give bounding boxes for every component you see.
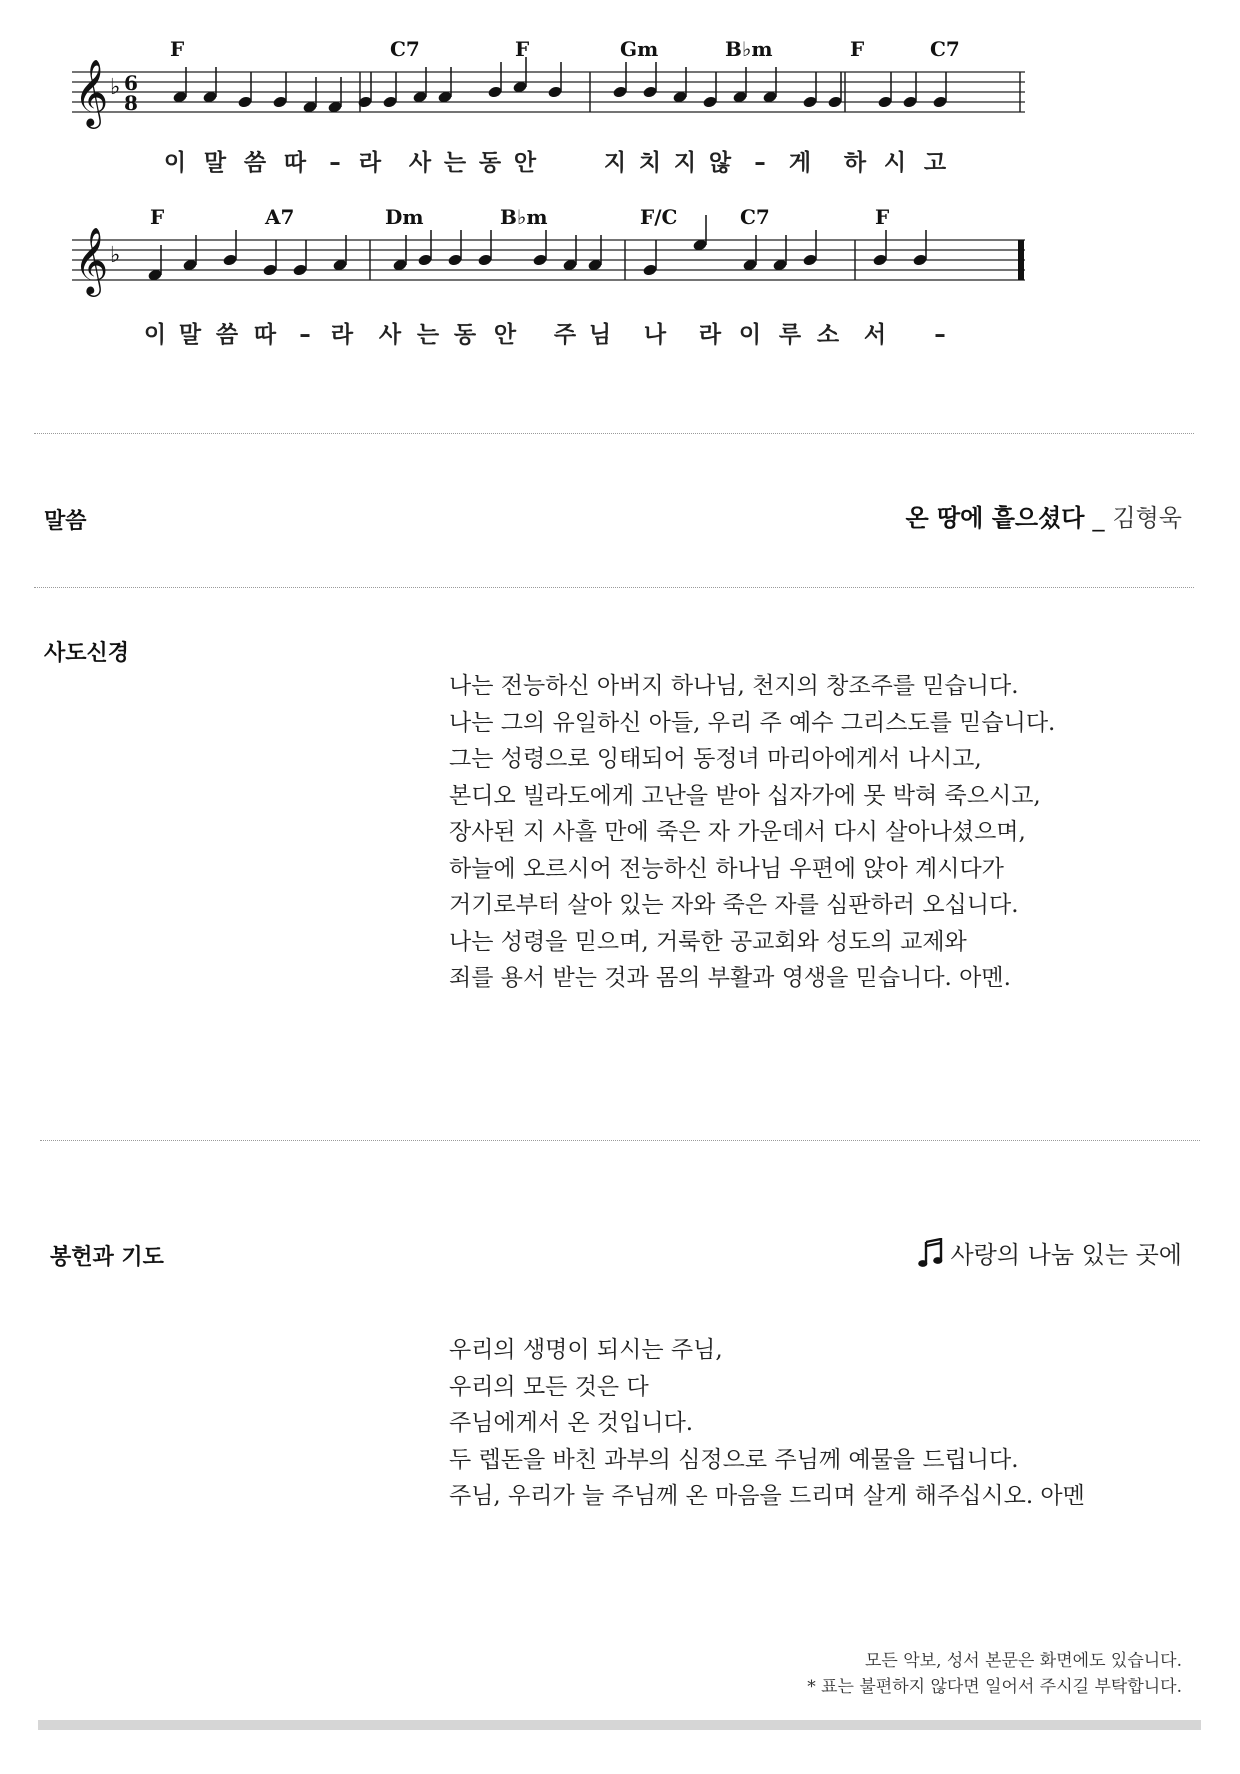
creed-line: 나는 전능하신 아버지 하나님, 천지의 창조주를 믿습니다. [449,673,1019,699]
sheet-music [60,30,1180,430]
chord-symbol: F [850,37,865,61]
chord-symbol: B♭m [725,37,773,61]
sermon-preacher: 김형욱 [1112,504,1182,532]
lyric-syllable: 게 [788,150,812,176]
footnote-line: 모든 악보, 성서 본문은 화면에도 있습니다. [864,1651,1182,1671]
lyric-syllable: 따 [283,150,307,176]
divider-2 [34,587,1194,588]
creed-line: 하늘에 오르시어 전능하신 하나님 우편에 앉아 계시다가 [449,855,1004,882]
lyric-syllable: 이 [143,322,167,348]
chord-symbol: F [150,205,165,229]
lyric-syllable: 따 [253,322,277,348]
lyric-syllable: 이 [738,322,762,348]
offering-hymn-title: 사랑의 나눔 있는 곳에 [950,1241,1182,1269]
chord-symbol: F [515,37,530,61]
creed-text [449,668,1055,997]
lyric-syllable: 지 [673,150,697,176]
sheet-music-staff [60,30,1180,430]
lyric-syllable: – [299,322,311,348]
lyric-syllable: 말 [203,150,227,176]
creed-line: 죄를 용서 받는 것과 몸의 부활과 영생을 믿습니다. 아멘. [449,965,1011,991]
sermon-separator: _ [1092,504,1105,532]
offering-hymn [918,1235,1182,1270]
final-barline [1018,240,1024,280]
lyric-syllable: 안 [493,322,517,348]
sermon-section-label: 말씀 [44,509,87,534]
lyric-syllable: – [754,150,766,176]
time-signature-bottom: 8 [124,91,138,115]
footnote [807,1648,1182,1700]
treble-clef-icon: 𝄞 [74,58,109,126]
music-note-icon [918,1238,944,1268]
lyric-syllable: 님 [588,322,612,348]
sermon-title: 온 땅에 흩으셨다 [905,504,1085,532]
offering-section-label: 봉헌과 기도 [50,1245,164,1270]
lyric-syllable: 는 [416,322,440,348]
chord-symbol: C7 [930,37,960,61]
divider-1 [34,433,1194,434]
creed-line: 나는 그의 유일하신 아들, 우리 주 예수 그리스도를 믿습니다. [449,709,1056,736]
chord-symbol: F/C [640,205,678,229]
lyric-syllable: 치 [638,150,662,176]
creed-line: 본디오 빌라도에게 고난을 받아 십자가에 못 박혀 죽으시고, [449,782,1041,809]
creed-section-label: 사도신경 [44,641,130,666]
flat-sign-icon: ♭ [110,75,121,100]
chord-symbol: B♭m [500,205,548,229]
chord-symbol: Gm [620,37,659,61]
lyric-syllable: 고 [923,150,947,176]
lyric-syllable: 지 [603,150,627,176]
lyric-syllable: 시 [883,150,907,176]
prayer-line: 두 렙돈을 바친 과부의 심정으로 주님께 예물을 드립니다. [449,1446,1019,1473]
bottom-bar [38,1720,1201,1730]
lyric-syllable: 안 [513,150,537,176]
lyric-syllable: 말 [178,322,202,348]
chord-symbol: C7 [390,37,420,61]
lyric-syllable: 사 [378,322,402,348]
lyric-syllable: 나 [643,322,667,348]
prayer-line: 주님, 우리가 늘 주님께 온 마음을 드리며 살게 해주십시오. 아멘 [449,1483,1085,1509]
chord-symbol: F [170,37,185,61]
footnote-line: * 표는 불편하지 않다면 일어서 주시길 부탁합니다. [807,1677,1182,1697]
creed-line: 나는 성령을 믿으며, 거룩한 공교회와 성도의 교제와 [449,928,967,955]
lyric-syllable: 라 [358,150,382,176]
sermon-info [905,498,1182,533]
lyric-syllable: 는 [443,150,467,176]
lyric-syllable: 소 [816,322,840,348]
lyric-syllable: 루 [778,322,802,348]
lyric-syllable: 사 [408,150,432,176]
lyric-syllable: – [934,322,946,348]
lyric-syllable: 주 [553,322,577,348]
lyric-syllable: – [329,150,341,176]
lyric-syllable: 서 [863,322,887,348]
lyric-syllable: 동 [478,150,502,176]
lyric-syllable: 라 [330,322,354,348]
lyric-syllable: 않 [708,150,732,176]
lyric-syllable: 라 [698,322,722,348]
chord-symbol: Dm [385,205,424,229]
lyric-syllable: 씀 [243,150,267,176]
prayer-line: 주님에게서 온 것입니다. [449,1410,694,1436]
divider-3 [40,1140,1200,1141]
lyric-syllable: 하 [843,150,867,176]
creed-line: 그는 성령으로 잉태되어 동정녀 마리아에게서 나시고, [449,746,982,772]
chord-symbol: A7 [265,205,295,229]
prayer-line: 우리의 모든 것은 다 [449,1373,649,1400]
treble-clef-icon: 𝄞 [74,226,109,294]
chord-symbol: C7 [740,205,770,229]
offering-prayer [449,1332,1085,1515]
chord-symbol: F [875,205,890,229]
flat-sign-icon: ♭ [110,243,121,268]
lyric-syllable: 이 [163,150,187,176]
creed-line: 장사된 지 사흘 만에 죽은 자 가운데서 다시 살아나셨으며, [449,819,1026,845]
prayer-line: 우리의 생명이 되시는 주님, [449,1337,723,1363]
lyric-syllable: 씀 [215,322,239,348]
time-signature-top: 6 [124,71,138,95]
lyric-syllable: 동 [453,322,477,348]
creed-line: 거기로부터 살아 있는 자와 죽은 자를 심판하러 오십니다. [449,892,1019,918]
